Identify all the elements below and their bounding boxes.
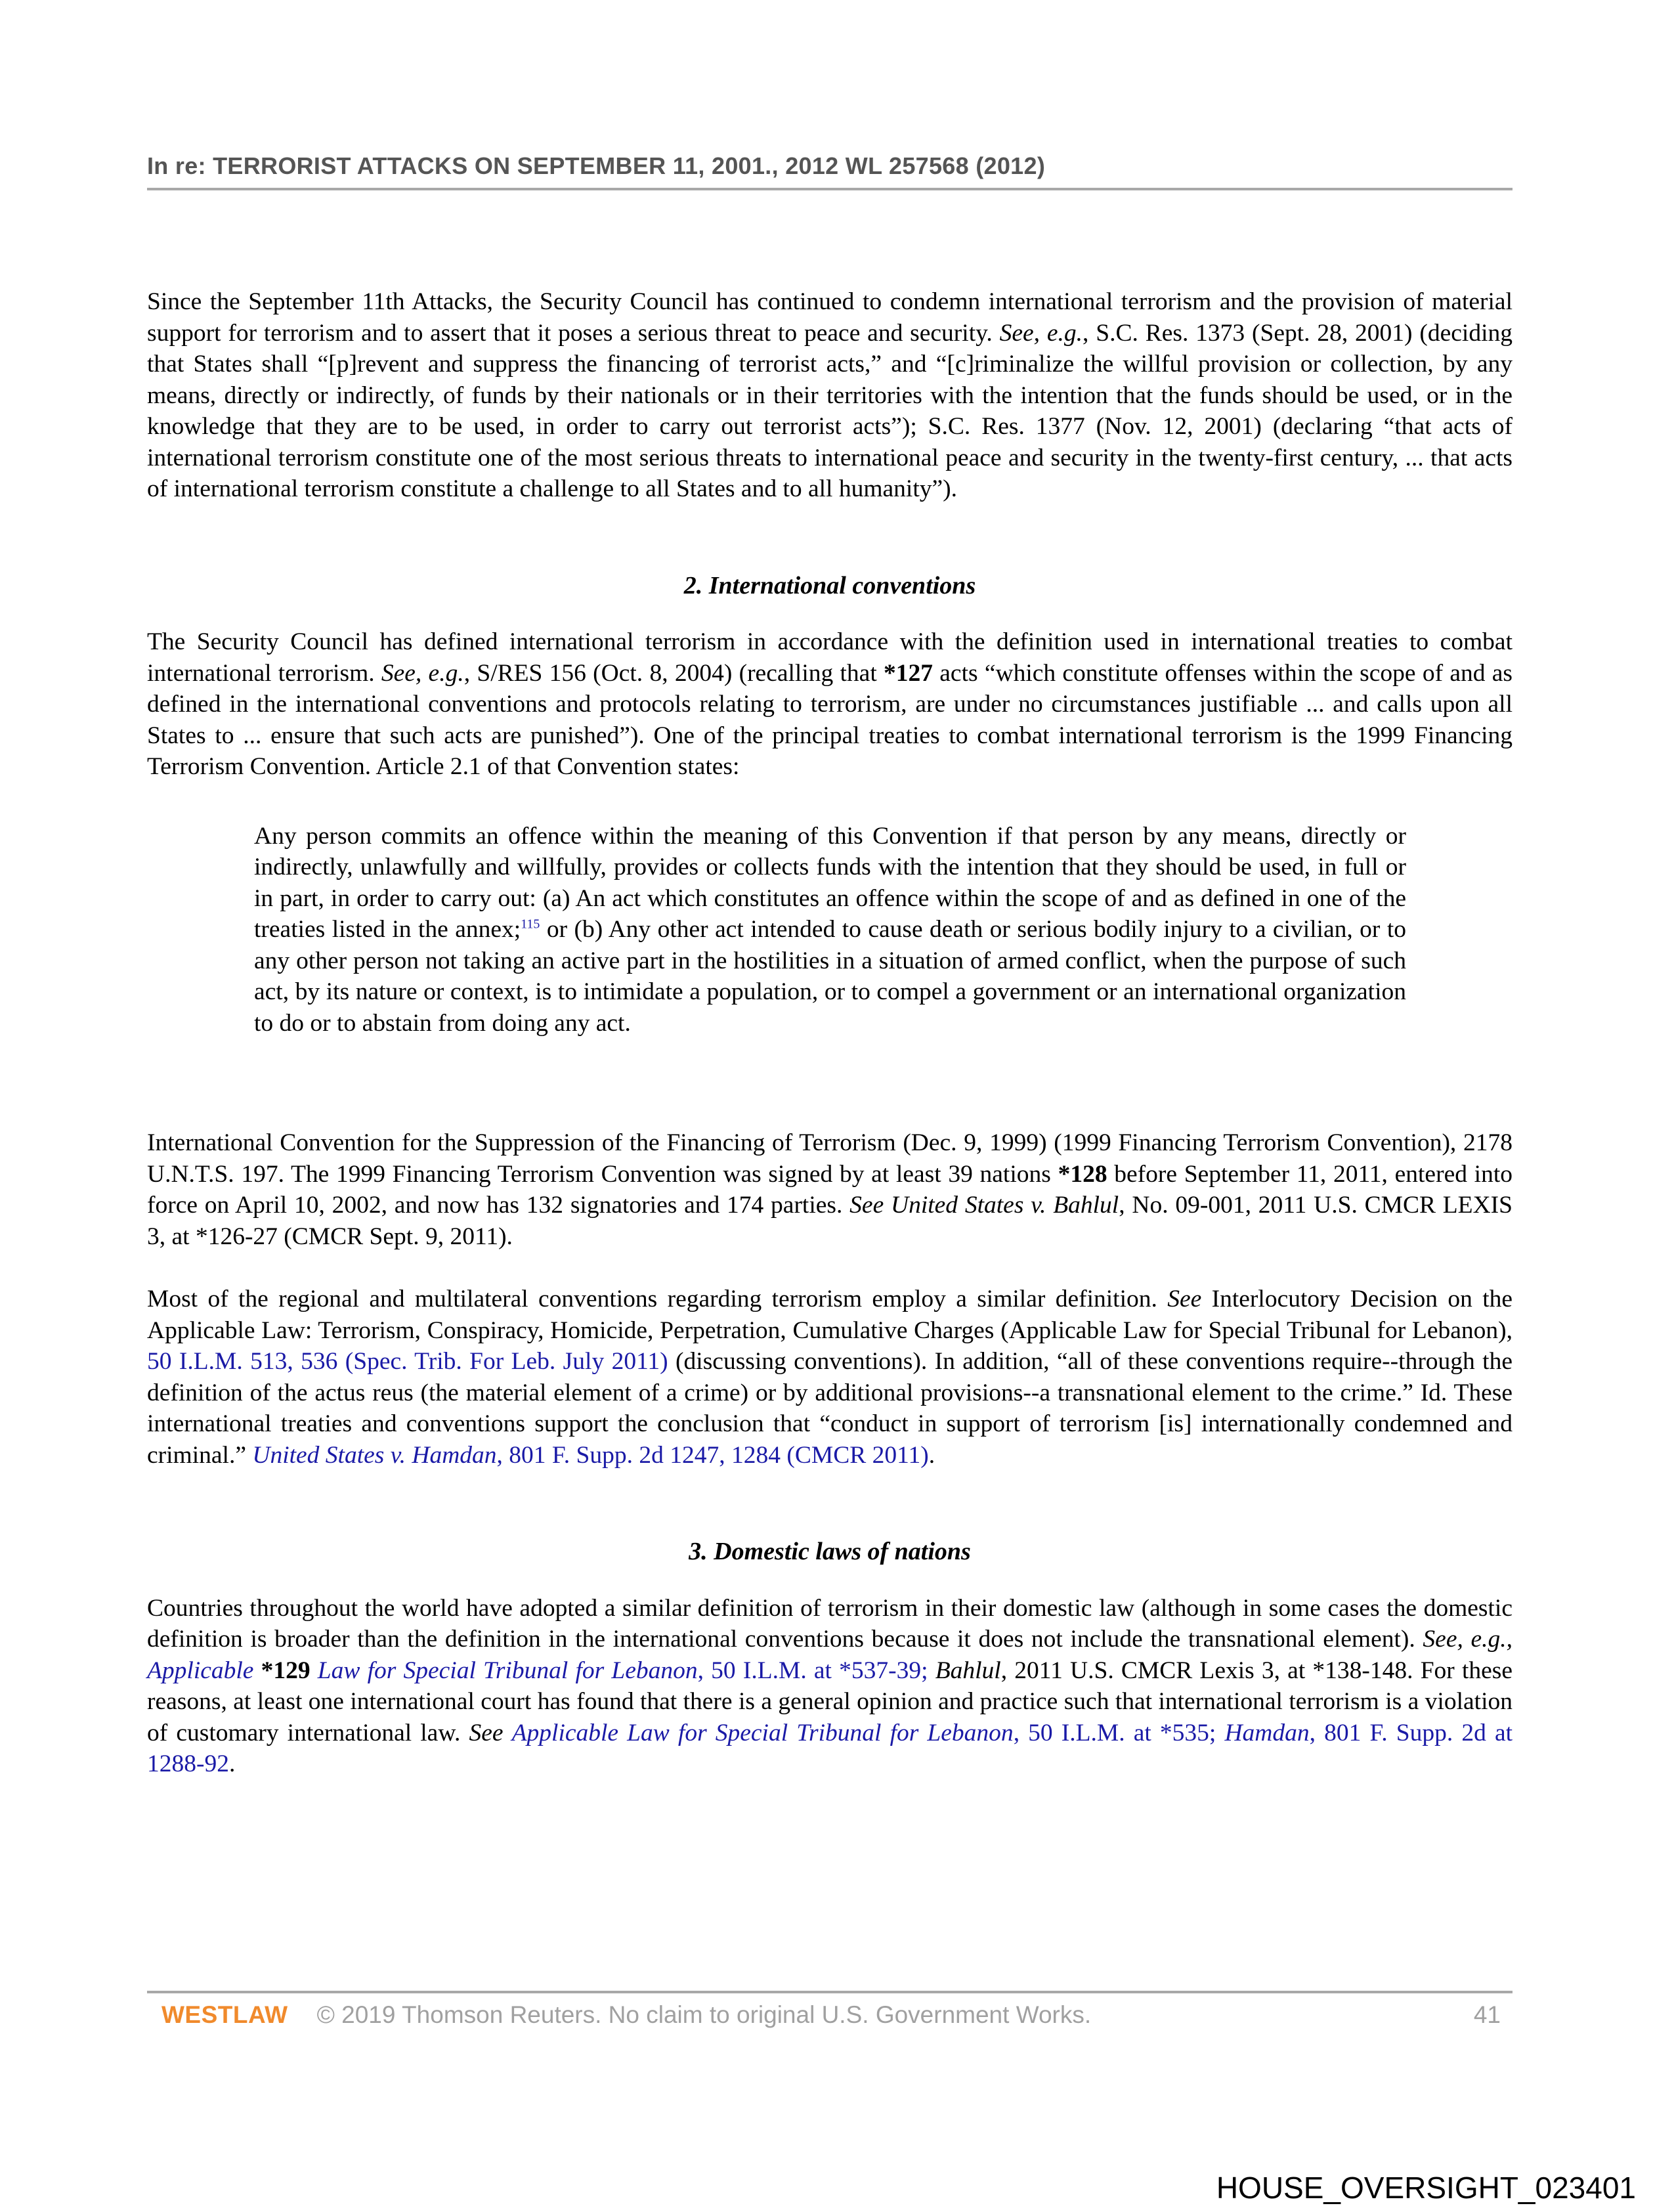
bates-stamp: HOUSE_OVERSIGHT_023401	[1216, 2171, 1636, 2205]
reporter-cite: , 50 I.L.M. at *535;	[1013, 1719, 1216, 1746]
text: acts “which constitute offenses within the scope of and as defined in the international conventions and protocols relating to terrorism, are under no circumstances justifiable ... and calls upon all States to ... ensure that such acts are punished”). One of the principal treaties to combat international terrorism is the 1999 Financing Terrorism Convention. Article 2.1 of that Convention states:	[147, 659, 1513, 780]
citation-link-applicable[interactable]: Applicable	[147, 1657, 254, 1684]
paragraph-regional-conventions	[147, 1284, 1513, 1471]
header-divider	[147, 188, 1513, 190]
reporter-cite: , 50 I.L.M. at *537-39;	[697, 1657, 928, 1684]
westlaw-logo: WESTLAW	[161, 2001, 288, 2028]
citation-link-stl-535[interactable]	[512, 1720, 1216, 1746]
paragraph-conventions-intro	[147, 626, 1513, 783]
paragraph-financing-convention	[147, 1127, 1513, 1252]
text: .	[928, 1441, 935, 1469]
text: Since the September 11th Attacks, the Security Council has continued to condemn international terrorism and the provision of material support for terrorism and to assert that it poses a serious threat to peace and security.	[147, 288, 1513, 347]
text: The Security Council has defined international terrorism in accordance with the definition used in international treaties to combat international terrorism.	[147, 628, 1513, 687]
text: Most of the regional and multilateral conventions regarding terrorism employ a similar definition.	[147, 1286, 1168, 1312]
case-name-bahlul: Bahlul	[935, 1657, 1001, 1684]
citation-bahlul: See United States v. Bahlul	[849, 1192, 1119, 1219]
running-header	[147, 152, 1513, 180]
text: or (b) Any other act intended to cause death or serious bodily injury to a civilian, or to any other person not taking an active part in the hostilities in a situation of armed conflict, when the purpose of such act, by its nature or context, is to intimidate a population, or to compel a government or an international organization to do or to abstain from doing any act.	[254, 916, 1406, 1037]
text: .	[229, 1750, 236, 1777]
reporter-cite: , 801 F. Supp. 2d at 1288-92	[147, 1719, 1513, 1777]
case-name-stl: Law for Special Tribunal for Lebanon	[317, 1657, 698, 1684]
text: Any person commits an offence within the meaning of this Convention if that person by any means, directly or indirectly, unlawfully and willfully, provides or collects funds with the intention that they should be used, in full or in part, in order to carry out: (a) An act which constitutes an offence within the scope of and as defined in one of the treaties listed in the annex;	[254, 822, 1406, 943]
citation-link-ilm-513[interactable]: 50 I.L.M. 513, 536 (Spec. Trib. For Leb. July 2011)	[147, 1348, 668, 1375]
paragraph-security-council	[147, 286, 1513, 505]
document-body	[147, 286, 1513, 1780]
text: before September 11, 2011, entered into force on April 10, 2002, and now has 132 signatories and 174 parties.	[147, 1160, 1513, 1219]
signal-see-eg: See, e.g.	[381, 659, 464, 687]
text: , No. 09-001, 2011 U.S. CMCR LEXIS 3, at *126-27 (CMCR Sept. 9, 2011).	[147, 1192, 1513, 1250]
signal-see-eg: See, e.g.,	[1423, 1626, 1513, 1653]
text: , S/RES 156 (Oct. 8, 2004) (recalling that	[463, 659, 884, 687]
section-heading-domestic-laws: 3. Domestic laws of nations	[689, 1538, 971, 1565]
star-page-127: *127	[884, 659, 934, 687]
page-footer	[161, 2001, 1501, 2034]
case-name-hamdan: Hamdan	[1224, 1719, 1310, 1746]
copyright-notice: © 2019 Thomson Reuters. No claim to original U.S. Government Works.	[316, 2001, 1092, 2028]
text: Interlocutory Decision on the Applicable Law: Terrorism, Conspiracy, Homicide, Perpetration, Cumulative Charges (Applicable Law for Special Tribunal for Lebanon),	[147, 1286, 1513, 1344]
star-page-129: *129	[261, 1657, 311, 1684]
footer-divider	[147, 1991, 1513, 1993]
page-number: 41	[1473, 2001, 1501, 2028]
citation-link-stl-law[interactable]	[318, 1657, 928, 1684]
signal-see: See	[469, 1719, 504, 1746]
signal-see-eg: See, e.g.	[999, 319, 1083, 347]
text: (discussing conventions). In addition, “all of these conventions require--through the definition of the actus reus (the material element of a crime) or by additional provisions--a transnational element to the crime.” Id. These international treaties and conventions support the conclusion that “conduct in support of terrorism [is] internationally condemned and criminal.”	[147, 1348, 1513, 1469]
text: , 2011 U.S. CMCR Lexis 3, at *138-148. For these reasons, at least one international court has found that there is a general opinion and practice such that international terrorism is a violation of customary international law.	[147, 1657, 1513, 1746]
text: Countries throughout the world have adopted a similar definition of terrorism in their domestic law (although in some cases the domestic definition is broader than the definition in the international conventions because it does not include the transnational element).	[147, 1594, 1513, 1653]
text: International Convention for the Suppression of the Financing of Terrorism (Dec. 9, 1999) (1999 Financing Terrorism Convention), 2178 U.N.T.S. 197. The 1999 Financing Terrorism Convention was signed by at least 39 nations	[147, 1129, 1513, 1188]
section-heading-international-conventions: 2. International conventions	[683, 571, 976, 599]
block-quote-article-2-1	[254, 821, 1406, 1039]
footnote-link-115[interactable]: 115	[521, 917, 540, 932]
paragraph-domestic-laws	[147, 1593, 1513, 1780]
case-name-hamdan: United States v. Hamdan	[252, 1441, 497, 1469]
star-page-128: *128	[1058, 1160, 1107, 1188]
document-title: In re: TERRORIST ATTACKS ON SEPTEMBER 11, 2001., 2012 WL 257568 (2012)	[147, 152, 1046, 179]
reporter-cite: , 801 F. Supp. 2d 1247, 1284 (CMCR 2011)	[496, 1441, 929, 1469]
case-name-stl: Applicable Law for Special Tribunal for Lebanon	[511, 1719, 1014, 1746]
text: , S.C. Res. 1373 (Sept. 28, 2001) (deciding that States shall “[p]revent and suppress the financing of terrorist acts,” and “[c]riminalize the willful provision or collection, by any means, directly or indirectly, of funds by their nationals or in their territories with the intention that the funds should be used, or in the knowledge that they are to be used, in order to carry out terrorist acts”); S.C. Res. 1377 (Nov. 12, 2001) (declaring “that acts of international terrorism constitute one of the most serious threats to international peace and security in the twenty-first century, ... that acts of international terrorism constitute a challenge to all States and to all humanity”).	[147, 319, 1513, 502]
citation-link-hamdan[interactable]	[252, 1442, 928, 1469]
signal-see: See	[1167, 1286, 1202, 1312]
